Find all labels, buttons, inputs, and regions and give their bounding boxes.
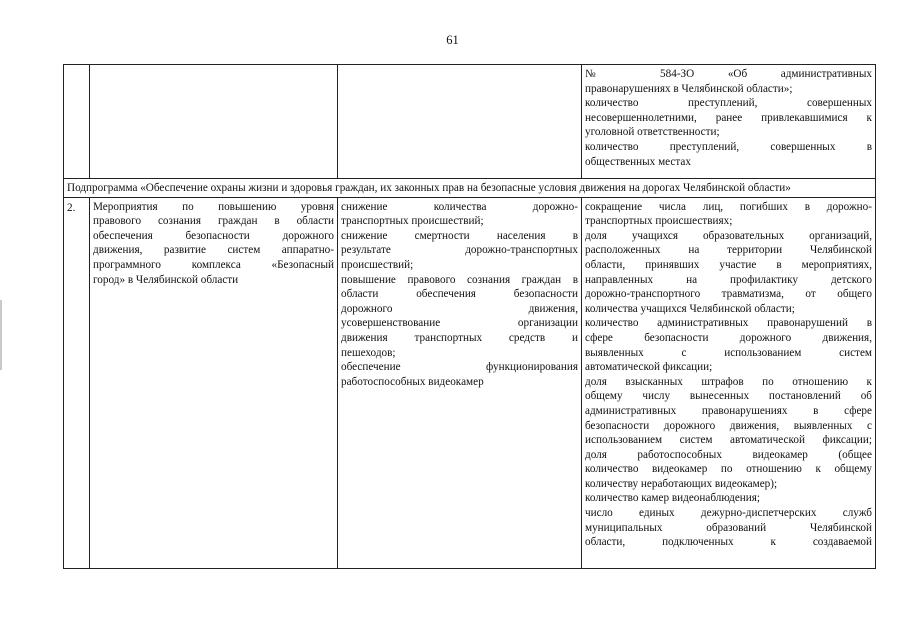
indicators-text — [585, 200, 872, 550]
text-line: безопасности дорожного движения, выявленных с — [585, 419, 872, 432]
text-line: доля работоспособных видеокамер (общее — [585, 448, 872, 461]
text-line: происшествий; — [341, 258, 414, 271]
text-line: количество преступлений, совершенных — [585, 97, 872, 110]
text-line: области обеспечения безопасности — [341, 288, 578, 301]
text-line: общему числу вынесенных постановлений об — [585, 390, 872, 403]
cell-event — [90, 65, 338, 179]
text-line: количеству неработающих видеокамер); — [585, 477, 778, 490]
text-line: количество административных правонарушений в — [585, 317, 872, 330]
text-line: работоспособных видеокамер — [341, 375, 484, 388]
text-line: число единых дежурно-диспетчерских служб — [585, 507, 872, 520]
text-line: программного комплекса «Безопасный — [93, 258, 334, 271]
cell-indicators — [582, 197, 876, 568]
cell-result — [338, 65, 582, 179]
text-line: расположенных на территории Челябинской — [585, 244, 872, 257]
text-line: Мероприятия по повышению уровня — [93, 200, 334, 213]
table-row-continuation — [64, 65, 876, 179]
text-line: результате дорожно-транспортных — [341, 244, 578, 257]
text-line: снижение смертности населения в — [341, 229, 578, 242]
text-line: повышение правового сознания граждан в — [341, 273, 578, 286]
text-line: выявленных с использованием систем — [585, 346, 872, 359]
text-line: автоматической фиксации; — [585, 361, 713, 374]
text-line: обеспечения безопасности дорожного — [93, 229, 334, 242]
text-line: правового сознания граждан в области — [93, 215, 334, 228]
text-line: уголовной ответственности; — [585, 126, 720, 139]
text-line: общественных местах — [585, 155, 691, 168]
text-line: движения, развитие систем аппаратно- — [93, 244, 334, 257]
subprogram-title: Подпрограмма «Обеспечение охраны жизни и здоровья граждан, их законных прав на безопасные условия движения на дорогах Челябинской области» — [64, 179, 876, 198]
cell-indicators — [582, 65, 876, 179]
text-line: доля учащихся образовательных организаций, — [585, 229, 872, 242]
text-line: направленных на профилактику детского — [585, 273, 872, 286]
text-line: использованием систем автоматической фиксации; — [585, 434, 872, 447]
text-line: количество преступлений, совершенных в — [585, 140, 872, 153]
table-row-subprogram — [64, 179, 876, 198]
text-line: обеспечение функционирования — [341, 361, 578, 374]
table-row-item-2 — [64, 197, 876, 568]
event-text — [93, 200, 334, 288]
scan-edge-mark — [0, 300, 2, 370]
text-line: движения транспортных средств и — [341, 331, 578, 344]
cell-result — [338, 197, 582, 568]
text-line: количество видеокамер по отношению к общему — [585, 463, 872, 476]
text-line: доля взысканных штрафов по отношению к — [585, 375, 872, 388]
item-number: 2. — [64, 197, 90, 568]
text-line: области, принявших участие в мероприятиях, — [585, 258, 872, 271]
text-line: количество камер видеонаблюдения; — [585, 492, 761, 505]
text-line: дорожного движения, — [341, 302, 578, 315]
text-line: снижение количества дорожно- — [341, 200, 578, 213]
text-line: дорожно-транспортного травматизма, от общего — [585, 288, 872, 301]
text-line: город» в Челябинской области — [93, 273, 239, 286]
text-line: несовершеннолетними, ранее привлекавшимися к — [585, 111, 872, 124]
text-line: правонарушениях в Челябинской области»; — [585, 82, 793, 95]
cell-event — [90, 197, 338, 568]
text-line: транспортных происшествиях; — [585, 215, 733, 228]
text-line: административных правонарушениях в сфере — [585, 404, 872, 417]
indicators-text — [585, 67, 872, 169]
text-line: области, подключенных к создаваемой — [585, 536, 872, 549]
program-table — [63, 64, 876, 569]
text-line: сфере безопасности дорожного движения, — [585, 331, 872, 344]
text-line: усовершенствование организации — [341, 317, 578, 330]
text-line: № 584-ЗО «Об административных — [585, 68, 872, 80]
text-line: количества учащихся Челябинской области; — [585, 302, 795, 315]
text-line: транспортных происшествий; — [341, 215, 484, 228]
text-line: муниципальных образований Челябинской — [585, 521, 872, 534]
text-line: сокращение числа лиц, погибших в дорожно- — [585, 200, 872, 213]
cell-number — [64, 65, 90, 179]
page-number: 61 — [446, 33, 459, 47]
text-line: пешеходов; — [341, 346, 396, 359]
result-text — [341, 200, 578, 390]
